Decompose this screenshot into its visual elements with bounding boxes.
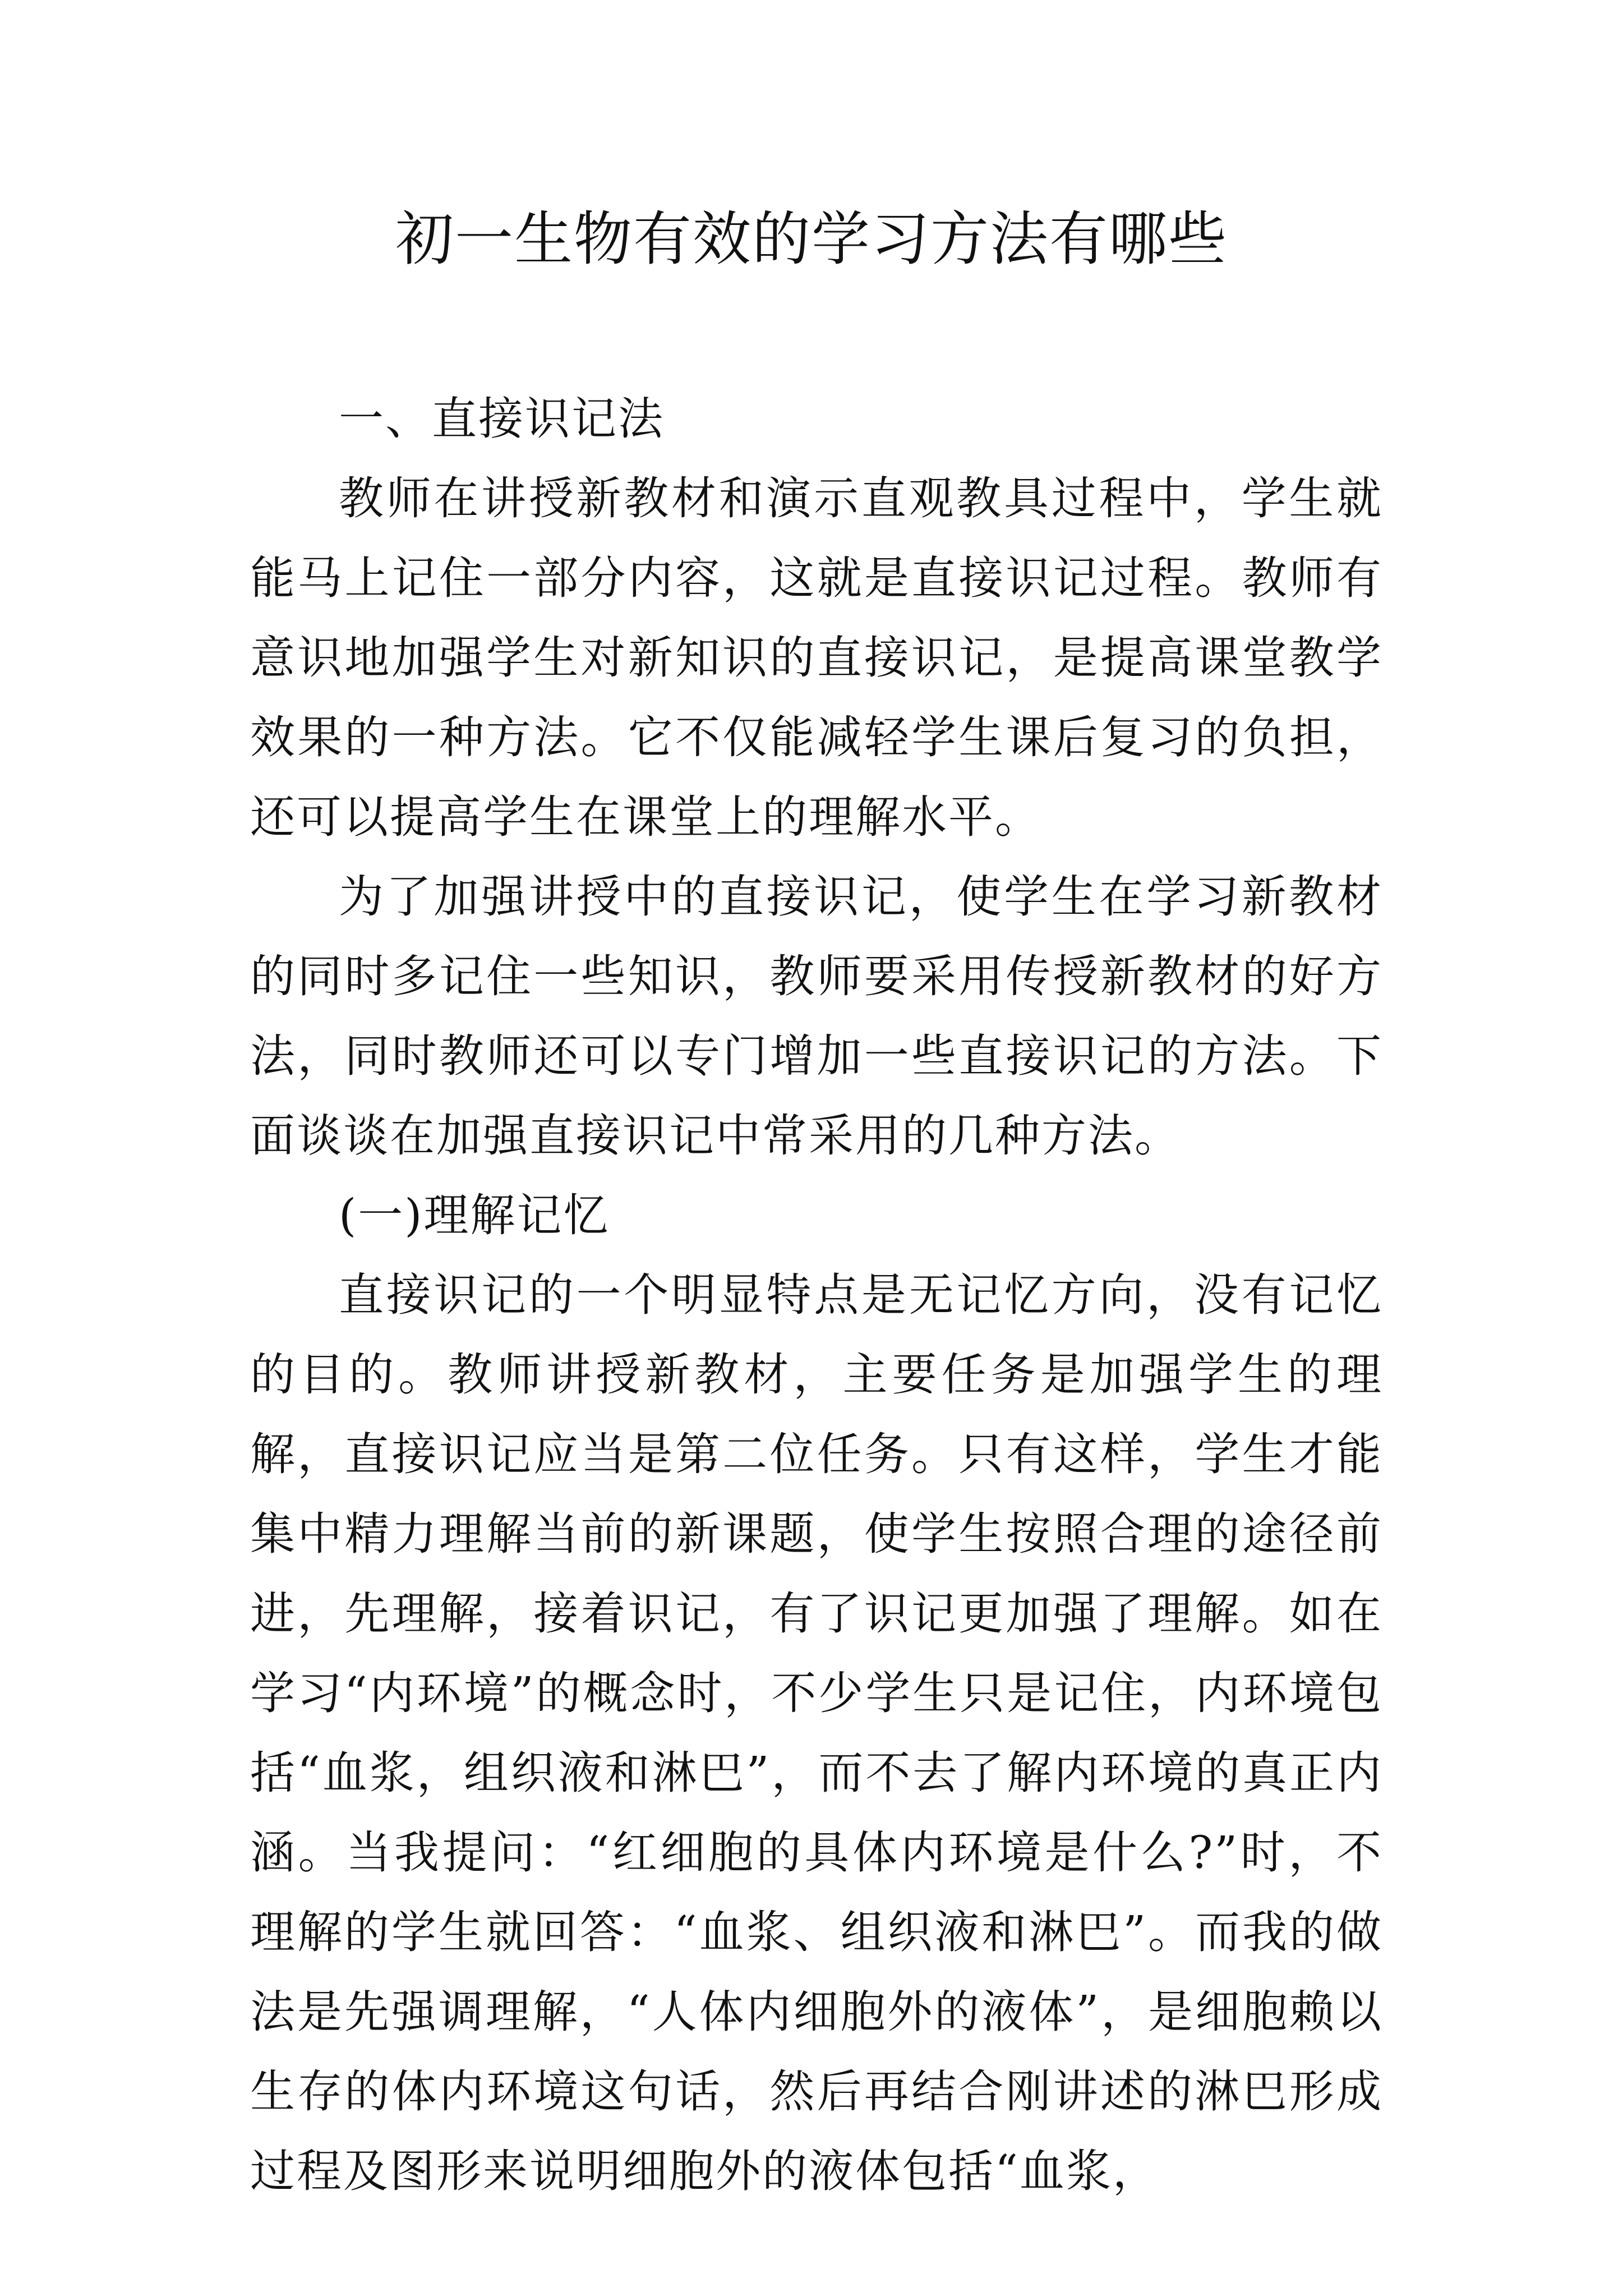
document-body (250, 379, 1383, 2211)
body-paragraph-3: 直接识记的一个明显特点是无记忆方向，没有记忆的目的。教师讲授新教材，主要任务是加强学生的理解，直接识记应当是第二位任务。只有这样，学生才能集中精力理解当前的新课题，使学生按照合理的途径前进，先理解，接着识记，有了识记更加强了理解。如在学习“内环境”的概念时，不少学生只是记住，内环境包括“血浆，组织液和淋巴”，而不去了解内环境的真正内涵。当我提问：“红细胞的具体内环境是什么?”时，不理解的学生就回答：“血浆、组织液和淋巴”。而我的做法是先强调理解，“人体内细胞外的液体”，是细胞赖以生存的体内环境这句话，然后再结合刚讲述的淋巴形成过程及图形来说明细胞外的液体包括“血浆， (250, 1269, 1383, 2197)
section-heading: 一、直接识记法 (339, 393, 665, 445)
subsection-heading: (一)理解记忆 (339, 1189, 610, 1241)
body-paragraph-2: 为了加强讲授中的直接识记，使学生在学习新教材的同时多记住一些知识，教师要采用传授新教材的好方法，同时教师还可以专门增加一些直接识记的方法。下面谈谈在加强直接识记中常采用的几种方法。 (250, 871, 1383, 1162)
body-paragraph-1: 教师在讲授新教材和演示直观教具过程中，学生就能马上记住一部分内容，这就是直接识记过程。教师有意识地加强学生对新知识的直接识记，是提高课堂教学效果的一种方法。它不仅能减轻学生课后复习的负担，还可以提高学生在课堂上的理解水平。 (250, 472, 1383, 843)
document-title: 初一生物有效的学习方法有哪些 (395, 205, 1228, 273)
